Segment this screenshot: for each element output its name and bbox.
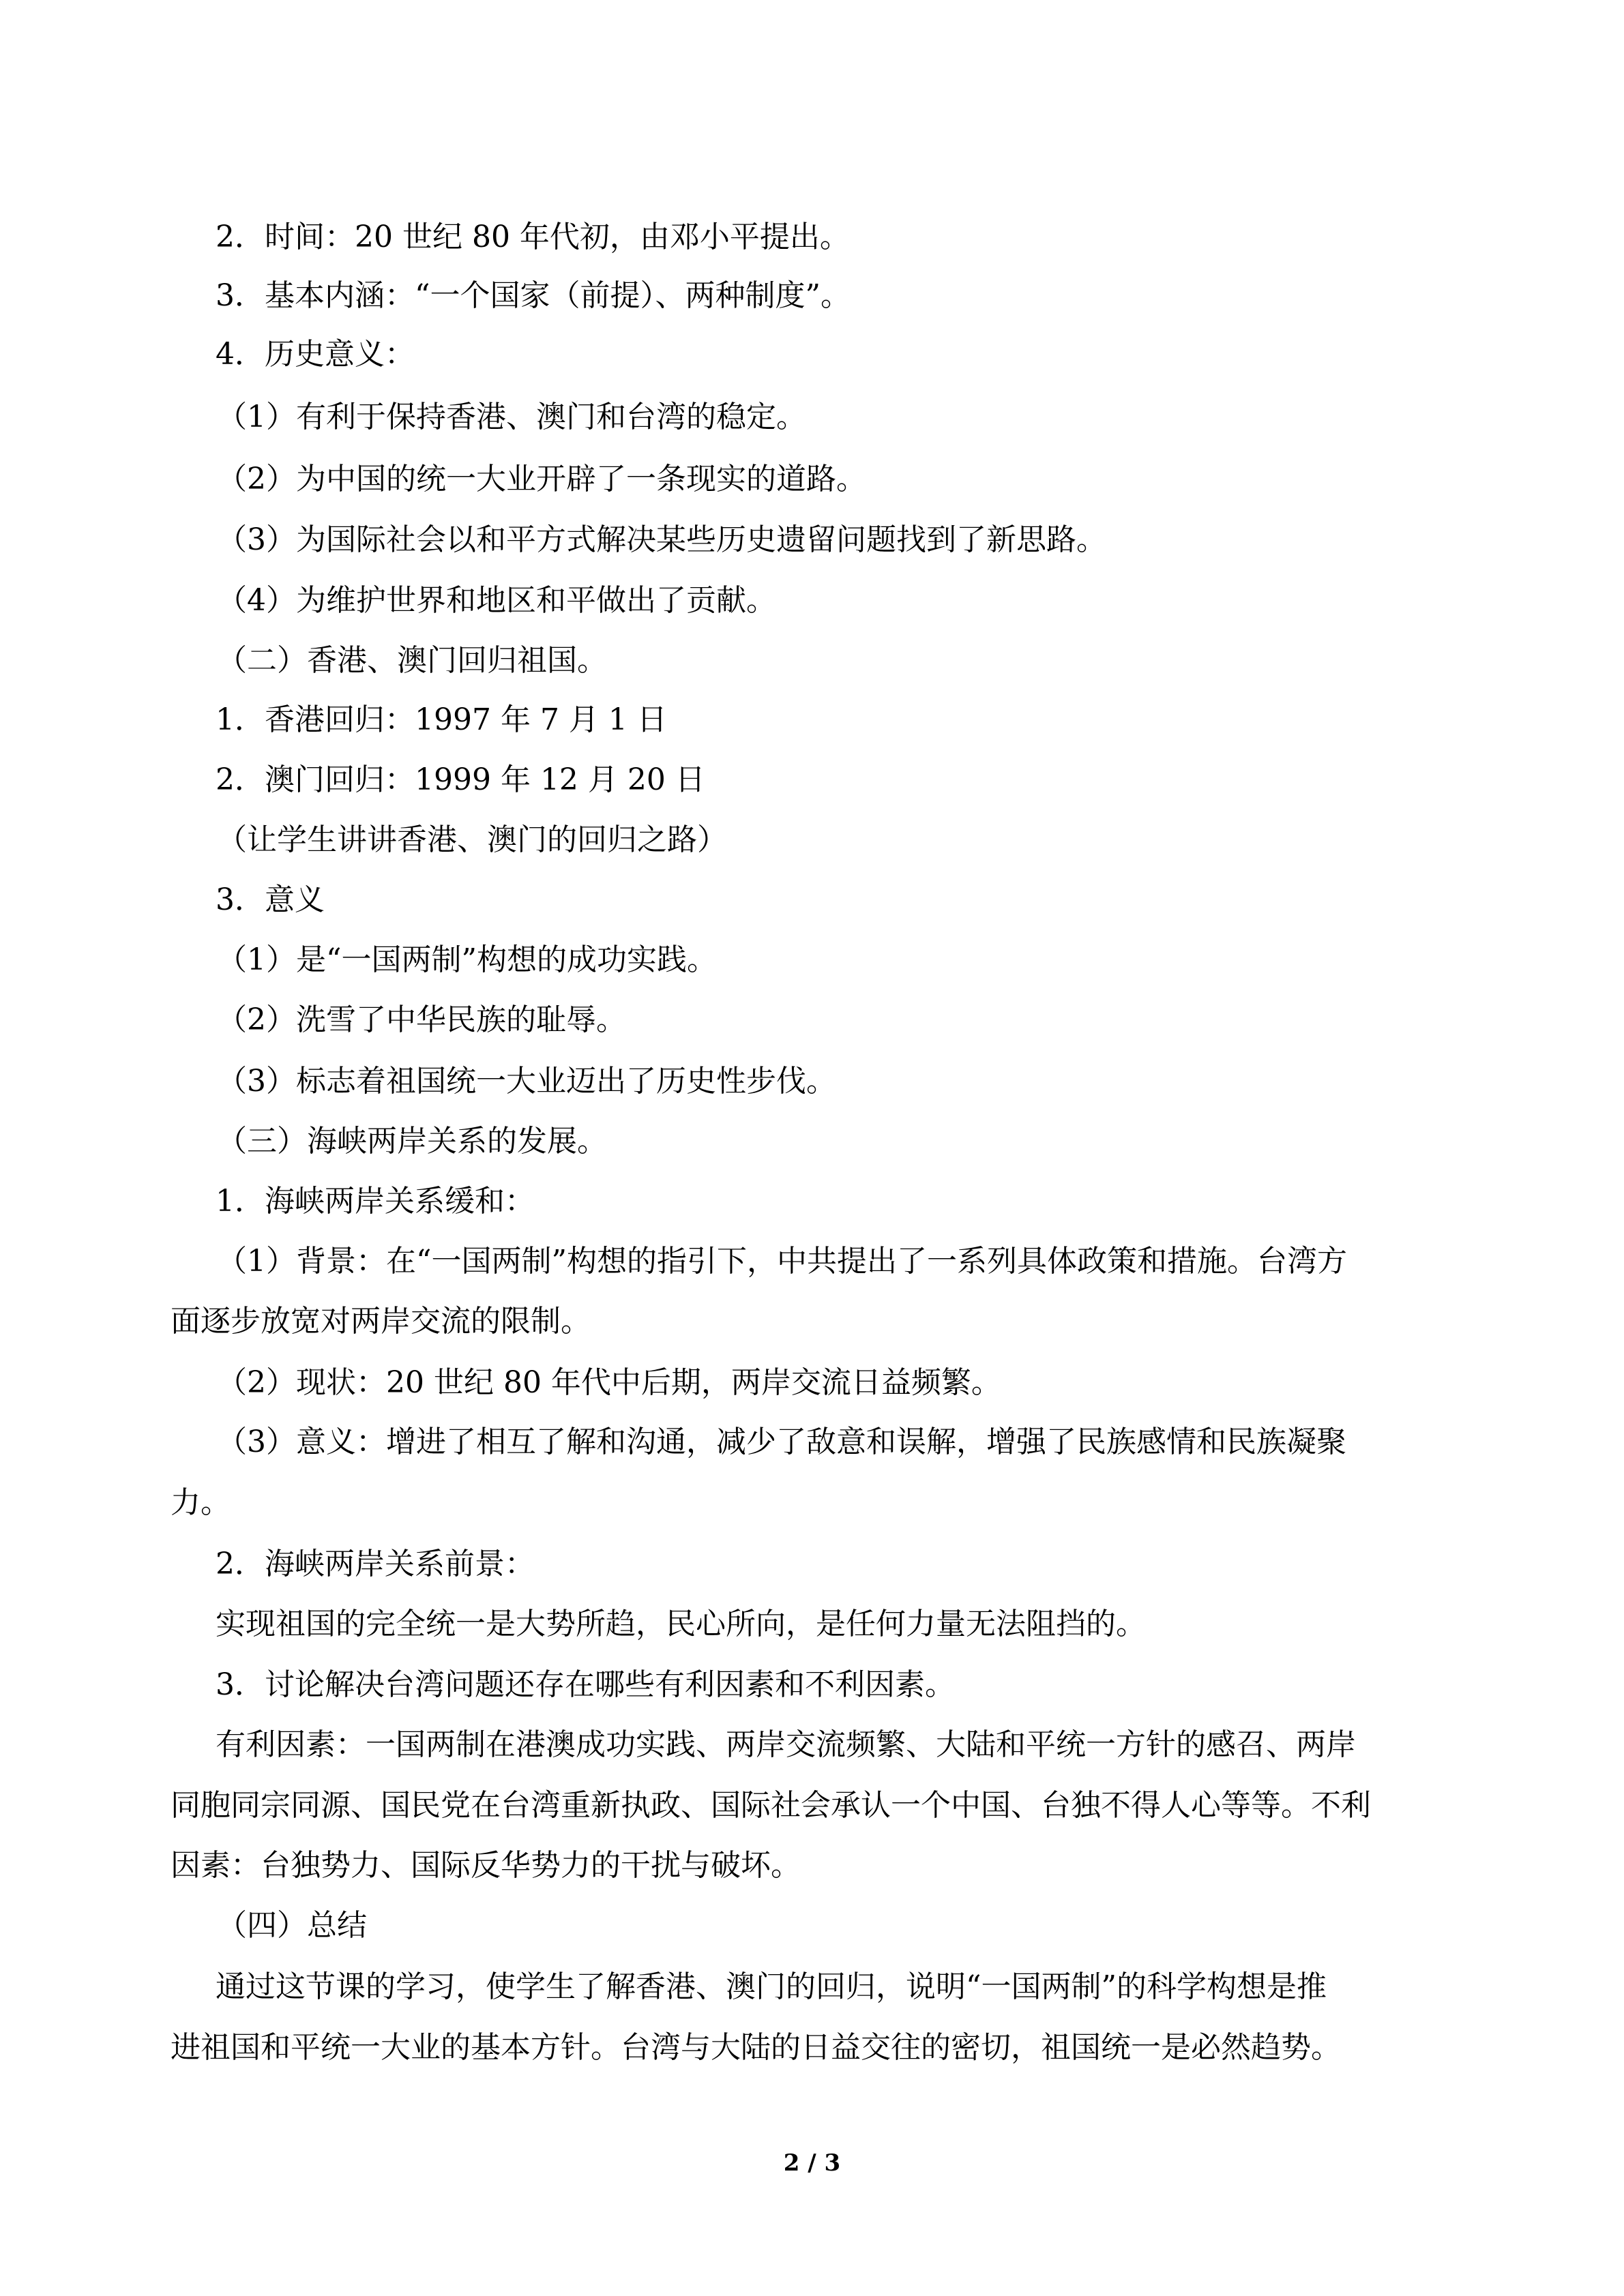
list-item: （2）洗雪了中华民族的耻辱。 (217, 1002, 626, 1037)
text-line: 面逐步放宽对两岸交流的限制。 (171, 1304, 591, 1339)
text-line: 3．意义 (216, 882, 325, 917)
text-line: 力。 (171, 1485, 231, 1520)
text-line: 通过这节课的学习，使学生了解香港、澳门的回归，说明“一国两制”的科学构想是推 (216, 1969, 1327, 2004)
text-line: 2．澳门回归：1999 年 12 月 20 日 (216, 762, 705, 797)
page-number: 2 / 3 (783, 2149, 841, 2177)
list-item: （2）为中国的统一大业开辟了一条现实的道路。 (217, 462, 866, 496)
section-heading: （二）香港、澳门回归祖国。 (217, 643, 607, 678)
text-line: 进祖国和平统一大业的基本方针。台湾与大陆的日益交往的密切，祖国统一是必然趋势。 (171, 2030, 1341, 2065)
text-line: 实现祖国的完全统一是大势所趋，民心所向，是任何力量无法阻挡的。 (216, 1607, 1146, 1641)
text-line: 因素：台独势力、国际反华势力的干扰与破坏。 (171, 1848, 801, 1883)
list-item: （1）有利于保持香港、澳门和台湾的稳定。 (217, 400, 806, 434)
list-item: （2）现状：20 世纪 80 年代中后期，两岸交流日益频繁。 (217, 1365, 1001, 1400)
text-line: 2．时间：20 世纪 80 年代初，由邓小平提出。 (216, 220, 850, 254)
section-heading: （三）海峡两岸关系的发展。 (217, 1124, 607, 1159)
text-line: （让学生讲讲香港、澳门的回归之路） (217, 822, 727, 857)
list-item: （1）背景：在“一国两制”构想的指引下，中共提出了一系列具体政策和措施。台湾方 (217, 1244, 1347, 1279)
list-item: （1）是“一国两制”构想的成功实践。 (217, 942, 717, 977)
list-item: （3）标志着祖国统一大业迈出了历史性步伐。 (217, 1064, 836, 1099)
section-heading: （四）总结 (217, 1908, 367, 1943)
text-line: 1．香港回归：1997 年 7 月 1 日 (216, 702, 667, 737)
text-line: 同胞同宗同源、国民党在台湾重新执政、国际社会承认一个中国、台独不得人心等等。不利 (171, 1788, 1371, 1823)
text-line: 有利因素：一国两制在港澳成功实践、两岸交流频繁、大陆和平统一方针的感召、两岸 (216, 1727, 1356, 1762)
list-item: （3）为国际社会以和平方式解决某些历史遗留问题找到了新思路。 (217, 522, 1106, 557)
list-item: （4）为维护世界和地区和平做出了贡献。 (217, 583, 776, 618)
text-line: 4．历史意义： (216, 337, 415, 372)
text-line: 3．讨论解决台湾问题还存在哪些有利因素和不利因素。 (216, 1667, 955, 1702)
text-line: 3．基本内涵：“一个国家（前提）、两种制度”。 (216, 278, 851, 313)
text-line: 2．海峡两岸关系前景： (216, 1547, 535, 1581)
list-item: （3）意义：增进了相互了解和沟通，减少了敌意和误解，增强了民族感情和民族凝聚 (217, 1425, 1346, 1459)
text-line: 1．海峡两岸关系缓和： (216, 1184, 535, 1219)
